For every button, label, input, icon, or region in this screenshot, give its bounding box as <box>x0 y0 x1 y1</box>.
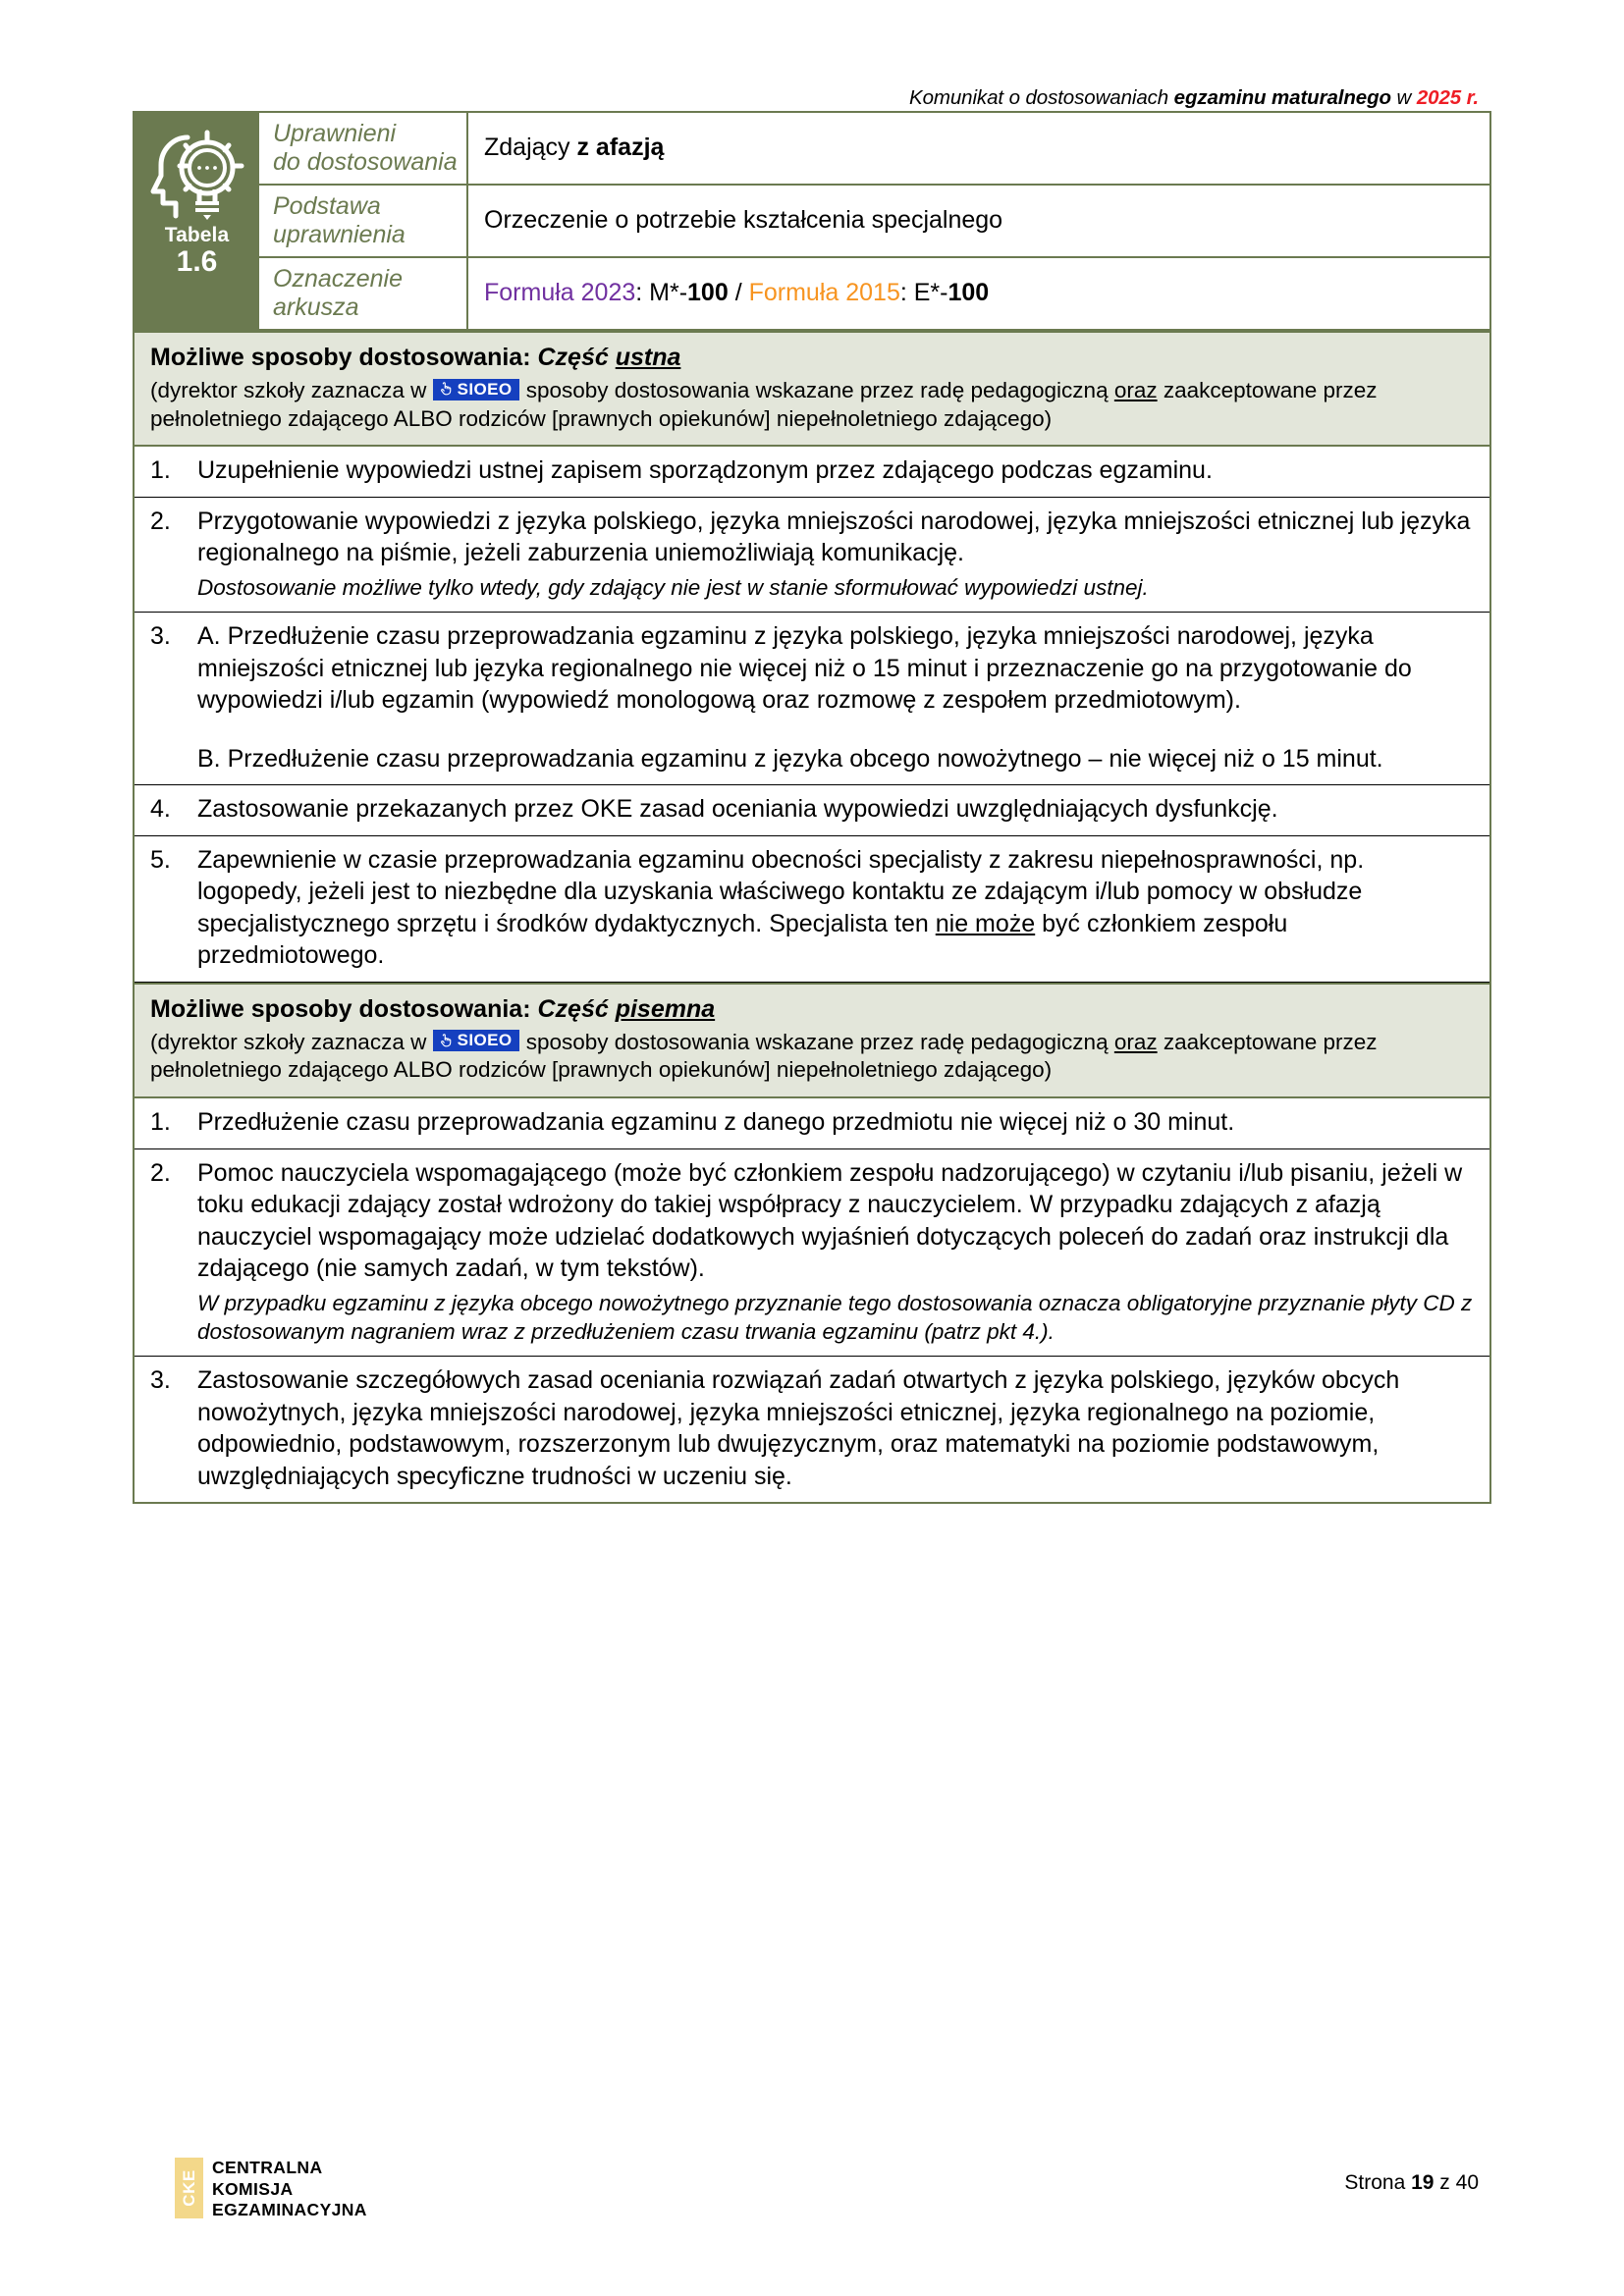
section-note-ustna-part1: (dyrektor szkoły zaznacza w <box>150 378 433 403</box>
meta-key-sheet-line2: arkusza <box>273 294 359 321</box>
list-item-body <box>197 506 1474 602</box>
list-item-body <box>197 844 1474 972</box>
section-header-pisemna <box>135 983 1489 1098</box>
meta-row-eligible <box>259 113 1489 184</box>
meta-key-basis <box>259 186 468 256</box>
list-item-paragraph: A. Przedłużenie czasu przeprowadzania egzaminu z języka polskiego, języka mniejszości narodowej, języka mniejszości etnicznej lub języka regionalnego nie więcej niż o 15 minut i przeznaczenie go na przygotowanie do wypowiedzi i/lub egzamin (wypowiedź monologową oraz rozmowę z zespołem przedmiotowym). <box>197 622 1412 715</box>
section-title-pisemna-italic: Część <box>537 994 616 1023</box>
list-item <box>135 1098 1489 1149</box>
page-number-prefix: Strona <box>1344 2171 1412 2194</box>
cke-logo-line3: EGZAMINACYJNA <box>212 2200 367 2220</box>
formula-2023-sep: : M*- <box>635 279 688 307</box>
formula-2023-label: Formuła 2023 <box>484 279 636 307</box>
meta-value-sheet-code <box>468 258 1489 329</box>
list-item <box>135 1357 1489 1502</box>
meta-key-sheet-code <box>259 258 468 329</box>
table-meta-block <box>135 113 1489 331</box>
section-note-pisemna-part3: zaakceptowane przez pełnoletniego zdającego ALBO rodziców [prawnych opiekunów] niepełnoletniego zdającego) <box>150 1029 1378 1083</box>
table-meta-rows <box>259 113 1489 329</box>
sioeo-badge[interactable] <box>433 1030 520 1051</box>
list-item-paragraph: Zastosowanie przekazanych przez OKE zasad oceniania wypowiedzi uwzględniających dysfunkcję. <box>197 795 1278 824</box>
list-item-body <box>197 1157 1474 1347</box>
section-note-pisemna-underline: oraz <box>1113 1029 1158 1054</box>
meta-value-eligible-bold: z afazją <box>576 133 665 162</box>
click-hand-icon <box>439 382 453 396</box>
list-item-paragraph: Uzupełnienie wypowiedzi ustnej zapisem sporządzonym przez zdającego podczas egzaminu. <box>197 456 1213 485</box>
formula-divider: / <box>728 279 749 307</box>
sioeo-badge-label: SIOEO <box>457 379 513 399</box>
list-item <box>135 785 1489 836</box>
section-title-ustna-underline: ustna <box>615 344 681 371</box>
formula-2015-label: Formuła 2015 <box>748 279 900 307</box>
list-item-number: 5. <box>150 845 171 874</box>
cke-logo-mark <box>175 2158 203 2218</box>
page-number-suffix: z 40 <box>1434 2171 1479 2194</box>
list-item <box>135 836 1489 983</box>
list-item <box>135 447 1489 498</box>
table-badge <box>135 113 259 329</box>
meta-row-sheet-code <box>259 256 1489 329</box>
section-title-pisemna-prefix: Możliwe sposoby dostosowania: <box>150 994 538 1023</box>
sioeo-badge-label: SIOEO <box>457 1031 513 1050</box>
section-note-pisemna-part1: (dyrektor szkoły zaznacza w <box>150 1029 433 1054</box>
running-header-bold: egzaminu maturalnego <box>1173 86 1391 109</box>
meta-key-basis-line1: Podstawa <box>273 192 381 220</box>
table-badge-number: 1.6 <box>176 245 218 279</box>
sioeo-badge[interactable] <box>433 379 520 400</box>
list-item-body <box>197 1106 1474 1139</box>
formula-2023-code: 100 <box>687 279 729 307</box>
section-title-ustna <box>150 343 1474 373</box>
list-item-body <box>197 454 1474 487</box>
list-item-body <box>197 793 1474 826</box>
section-note-ustna-part2: sposoby dostosowania wskazane przez radę pedagogiczną <box>519 378 1114 403</box>
list-item-number: 3. <box>150 622 171 651</box>
running-header-prefix: Komunikat o dostosowaniach <box>909 86 1174 109</box>
meta-key-sheet-line1: Oznaczenie <box>273 265 404 293</box>
table-badge-label: Tabela <box>164 224 230 246</box>
meta-row-basis <box>259 184 1489 256</box>
page-number-current: 19 <box>1411 2171 1435 2194</box>
list-item-paragraph: Pomoc nauczyciela wspomagającego (może być członkiem zespołu nadzorującego) w czytaniu i/lub pisaniu, jeżeli w toku edukacji zdający został wdrożony do takiej współpracy z nauczycielem. W przypadku zdających z afazją nauczyciel wspomagający może udzielać dodatkowych wyjaśnień dotyczących poleceń do zadań oraz instrukcji dla zdającego (nie samych zadań, w tym tekstów). <box>197 1158 1463 1282</box>
meta-key-basis-line2: uprawnienia <box>273 221 406 248</box>
cke-logo <box>175 2158 367 2221</box>
section-title-ustna-prefix: Możliwe sposoby dostosowania: <box>150 344 538 371</box>
list-item-paragraph: Zastosowanie szczegółowych zasad oceniania rozwiązań zadań otwartych z języka polskiego, języków obcych nowożytnych, języka mniejszości narodowej, języka mniejszości etnicznej, języka regionalnego na poziomie, odpowiednio, podstawowym, rozszerzonym lub dwujęzycznym, oraz matematyki na poziomie podstawowym, uwzględniających specyficzne trudności w uczeniu się. <box>197 1366 1400 1490</box>
meta-value-eligible <box>468 113 1489 184</box>
cke-logo-text <box>212 2158 367 2221</box>
page-number <box>1344 2171 1479 2195</box>
running-header-year: 2025 r. <box>1416 86 1479 109</box>
section-title-ustna-italic: Część <box>537 344 616 371</box>
list-item-number: 4. <box>150 795 171 824</box>
list-item <box>135 1149 1489 1358</box>
list-item-number: 1. <box>150 456 171 485</box>
formula-2015-sep: : E*- <box>899 279 948 307</box>
list-item-number: 1. <box>150 1108 171 1136</box>
cke-logo-line1: CENTRALNA <box>212 2158 323 2177</box>
head-lightbulb-icon <box>142 119 252 223</box>
formula-2015-code: 100 <box>947 279 990 307</box>
list-item <box>135 613 1489 785</box>
meta-key-eligible <box>259 113 468 184</box>
list-item-note: Dostosowanie możliwe tylko wtedy, gdy zdający nie jest w stanie sformułować wypowiedzi ustnej. <box>197 574 1149 600</box>
list-item-paragraph: Przedłużenie czasu przeprowadzania egzaminu z danego przedmiotu nie więcej niż o 30 minut. <box>197 1108 1235 1136</box>
list-item-number: 2. <box>150 1158 171 1187</box>
list-item-body <box>197 1364 1474 1492</box>
meta-value-basis: Orzeczenie o potrzebie kształcenia specjalnego <box>484 206 1003 235</box>
list-item-paragraph: B. Przedłużenie czasu przeprowadzania egzaminu z języka obcego nowożytnego – nie więcej niż o 15 minut. <box>197 744 1383 773</box>
cke-logo-line2: KOMISJA <box>212 2178 294 2199</box>
meta-key-eligible-line2: do dostosowania <box>273 148 458 176</box>
list-item-paragraph: Przygotowanie wypowiedzi z języka polskiego, języka mniejszości narodowej, języka mniejszości etnicznej lub języka regionalnego na piśmie, jeżeli zaburzenia uniemożliwiają komunikację. <box>197 507 1471 567</box>
running-header-middle: w <box>1390 86 1417 109</box>
section-header-ustna <box>135 331 1489 447</box>
list-item-number: 2. <box>150 507 171 535</box>
meta-value-eligible-plain: Zdający <box>484 133 577 162</box>
list-item-number: 3. <box>150 1366 171 1394</box>
list-item-paragraph-head: Zapewnienie w czasie przeprowadzania egzaminu obecności specjalisty z zakresu niepełnosprawności, np. logopedy, jeżeli jest to niezbędne dla uzyskania właściwego kontaktu ze zdającym i/lub pomocy w obsłudze specjalistycznego sprzętu i środków dydaktycznych. Specjalista ten <box>197 845 1365 937</box>
adaptations-table <box>133 111 1491 1504</box>
list-item-paragraph-tail: być członkiem zespołu przedmiotowego. <box>197 909 1288 970</box>
meta-key-eligible-line1: Uprawnieni <box>273 120 397 147</box>
section-note-pisemna-part2: sposoby dostosowania wskazane przez radę pedagogiczną <box>519 1029 1114 1054</box>
section-note-ustna-part3: zaakceptowane przez pełnoletniego zdającego ALBO rodziców [prawnych opiekunów] niepełnoletniego zdającego) <box>150 378 1378 431</box>
list-item-note: W przypadku egzaminu z języka obcego nowożytnego przyznanie tego dostosowania oznacza obligatoryjne przyznanie płyty CD z dostosowanym nagraniem wraz z przedłużeniem czasu trwania egzaminu (patrz pkt 4.). <box>197 1290 1473 1344</box>
section-note-pisemna <box>150 1029 1474 1085</box>
list-item <box>135 498 1489 613</box>
section-title-pisemna-underline: pisemna <box>615 994 716 1023</box>
click-hand-icon <box>439 1034 453 1047</box>
list-item-body <box>197 620 1474 774</box>
running-header <box>909 86 1479 111</box>
list-item-paragraph-underline: nie może <box>935 909 1036 937</box>
section-note-ustna <box>150 377 1474 433</box>
section-title-pisemna <box>150 994 1474 1025</box>
cke-logo-mark-text: CKE <box>179 2169 198 2207</box>
section-note-ustna-underline: oraz <box>1113 378 1158 403</box>
list-item-paragraph <box>197 844 1474 972</box>
